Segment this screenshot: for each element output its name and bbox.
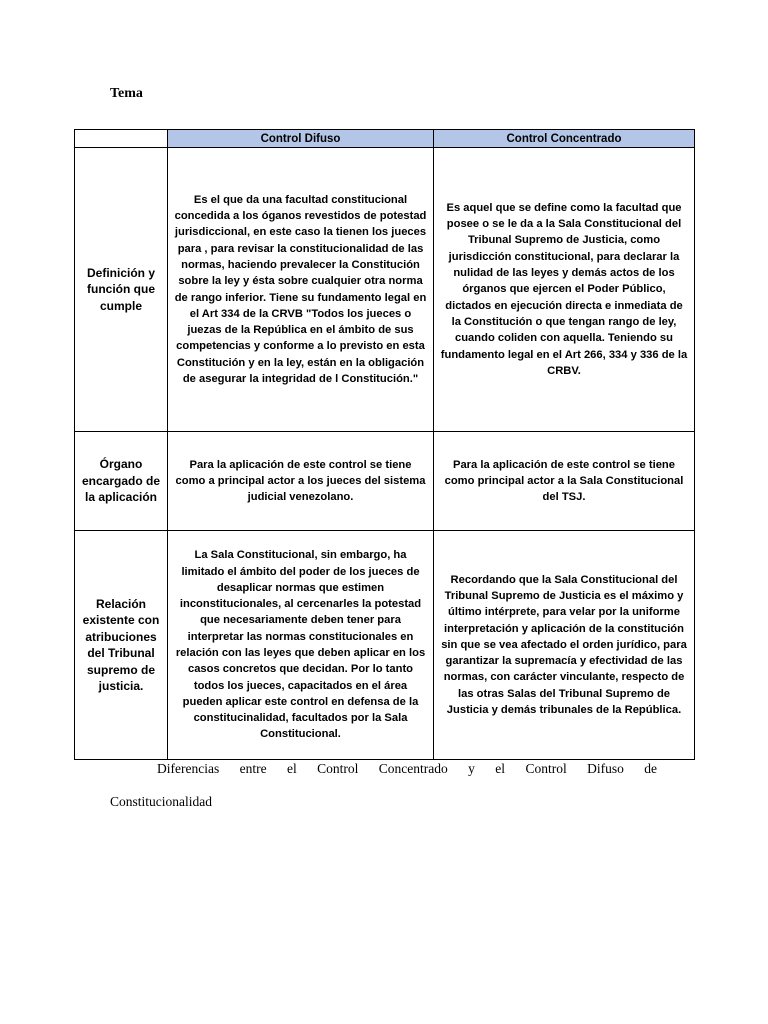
cell-difuso-definicion: Es el que da una facultad constitucional concedida a los óganos revestidos de potestad jurisdiccional, en este caso la tienen los jueces para , para revisar la constitucionalidad de las normas, haciendo prevalecer la Constitución sobre la ley y ésta sobre cualquier otra norma de rango inferior. Tiene su fundamento legal en el Art 334 de la CRVB "Todos los jueces o juezas de la República en el ámbito de sus competencias y conforme a lo previsto en esta Constitución y en la ley, están en la obligación de asegurar la integridad de l Constitución.": [168, 148, 434, 432]
row-label-relacion: Relación existente con atribuciones del Tribunal supremo de justicia.: [75, 531, 168, 760]
document-heading: Tema: [110, 86, 143, 101]
table-header-row: [75, 130, 695, 148]
header-control-concentrado: Control Concentrado: [434, 130, 695, 148]
row-label-organo: Órgano encargado de la aplicación: [75, 432, 168, 531]
table-row: [75, 148, 695, 432]
table-caption-continuation: Constitucionalidad: [110, 794, 212, 809]
header-control-difuso: Control Difuso: [168, 130, 434, 148]
table-row: [75, 432, 695, 531]
header-blank-cell: [75, 130, 168, 148]
cell-concentrado-definicion: Es aquel que se define como la facultad que posee o se le da a la Sala Constitucional del Tribunal Supremo de Justicia, como jurisdicción constitucional, para declarar la nulidad de las leyes y demás actos de los órganos que ejercen el Poder Público, dictados en ejecución directa e inmediata de la Constitución o que tengan rango de ley, cuando coliden con aquella. Teniendo su fundamento legal en el Art 266, 334 y 336 de la CRBV.: [434, 148, 695, 432]
cell-difuso-relacion: La Sala Constitucional, sin embargo, ha limitado el ámbito del poder de los jueces de desaplicar normas que estimen inconstitucionales, al cercenarles la potestad que necesariamente deben tener para interpretar las normas constitucionales en relación con las leyes que deben aplicar en los casos concretos que decidan. Por lo tanto todos los jueces, capacitados en el área pueden aplicar este control en defensa de la constitucinalidad, facultados por la Sala Constitucional.: [168, 531, 434, 760]
row-label-definicion: Definición y función que cumple: [75, 148, 168, 432]
table-caption: Diferencias entre el Control Concentrado y el Control Difuso de: [157, 761, 657, 776]
cell-concentrado-organo: Para la aplicación de este control se tiene como principal actor a la Sala Constitucional del TSJ.: [434, 432, 695, 531]
cell-difuso-organo: Para la aplicación de este control se tiene como a principal actor a los jueces del sistema judicial venezolano.: [168, 432, 434, 531]
comparison-table: [74, 129, 695, 760]
cell-concentrado-relacion: Recordando que la Sala Constitucional del Tribunal Supremo de Justicia es el máximo y último intérprete, para velar por la uniforme interpretación y aplicación de la constitución sin que se vea afectado el orden jurídico, para garantizar la supremacía y efectividad de las normas, con carácter vinculante, respecto de las otras Salas del Tribunal Supremo de Justicia y demás tribunales de la República.: [434, 531, 695, 760]
table-row: [75, 531, 695, 760]
